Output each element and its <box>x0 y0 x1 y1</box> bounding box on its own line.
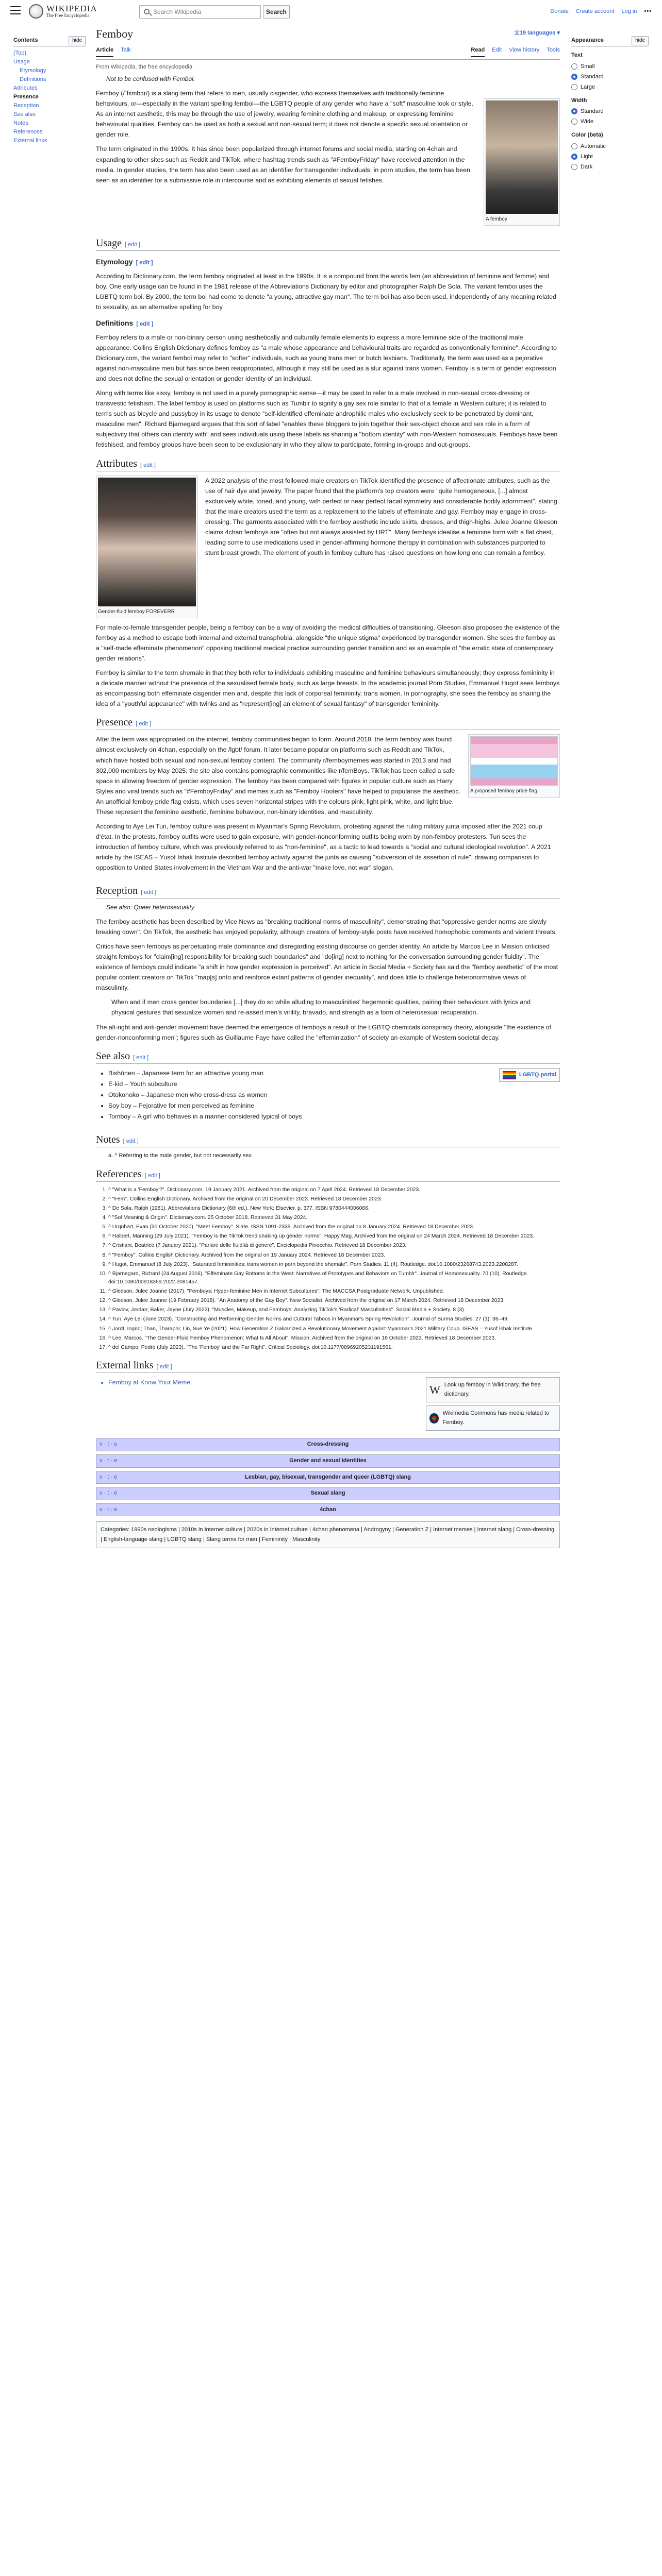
radio-label: Light <box>581 153 593 160</box>
navbox-title[interactable] <box>96 1504 559 1516</box>
navbox-vte-links[interactable]: v · t · e <box>100 1457 118 1464</box>
edit-section-link[interactable]: [ edit ] <box>140 462 156 468</box>
presence-paragraph: After the term was appropriated on the internet, femboy communities began to form. Around 2018, the term femboy was found almost exclusively on 4chan, especially on the /lgbt/ forum. It later became popular on platforms such as Reddit and TikTok, which have hosted both sexual and non-sexual femboy content. The community r/femboymemes was started in 2013 and had 302,000 members by May 2025; the site also contains pornographic communities like r/femBoys. TikTok has been called a safe space in allowing freedom of gender expression. The femboy has been compared with figures in popular culture such as Harry Styles and viral trends such as "#FemboyFriday" and memes such as "Femboy Hooters" have helped to popularise the aesthetic. An unofficial femboy pride flag exists, which uses seven horizontal stripes with the colours pink, light pink, white, and light blue. These represent the feminine aesthetic, feminine behaviour, non-binary identities, and masculinity. <box>96 736 461 816</box>
toc-item[interactable]: Attributes <box>13 85 38 92</box>
wiktionary-text: Look up femboy in Wiktionary, the free dictionary. <box>444 1381 541 1397</box>
gender-fluid-photo[interactable] <box>98 478 196 606</box>
reference-item: 7. ^ Cristiani, Beatrice (7 January 2021). "Parlare delle fluidità di genere". Enciclopedia Pinocchio. Retrieved 18 December 2023. <box>108 1242 560 1250</box>
navbox <box>96 1454 560 1468</box>
toc-item[interactable]: (Top) <box>13 50 27 56</box>
page-tabs <box>96 46 560 60</box>
wikipedia-logo-icon[interactable] <box>29 4 43 19</box>
reference-item: 14. ^ Tun, Aye Lei (June 2023). "Constructing and Performing Gender Norms and Cultural Taboos in Myanmar's Spring Revolution". Journal of Burma Studies. 27 (1): 36–49. <box>108 1315 560 1324</box>
toc-item[interactable]: See also <box>13 111 36 118</box>
toc-item[interactable]: Etymology <box>20 67 46 74</box>
heading-text: References <box>96 1168 142 1180</box>
toc-item[interactable]: Notes <box>13 120 28 127</box>
attributes-paragraph: Femboy is similar to the term shemale in that they both refer to individuals exhibiting masculine and feminine behaviours simultaneously; they express femininity in a delicate manner without the presence of the sexualised female body, such as large breasts. In the academic journal Porn Studies, Emmanuel Hugot sees femboys as encompassing both effeminate cisgender men and, despite this lack of corporeal femininity, trans women. In pornography, she sees the femboy as sharing the idea of a "youthful appearance" with twinks and as "represent[ing] an element of sexual fantasy" of transgender femininity. <box>96 669 560 708</box>
see-also-item[interactable]: • Tomboy – A girl who behaves in a manner considered typical of boys <box>108 1111 560 1122</box>
from-wikipedia: From Wikipedia, the free encyclopedia <box>96 64 193 71</box>
reference-item: 2. ^ "Fem". Collins English Dictionary. Archived from the original on 20 December 2023. Retrieved 18 December 2023. <box>108 1195 560 1204</box>
site-tagline: The Free Encyclopedia <box>46 13 90 18</box>
wiktionary-box[interactable] <box>426 1377 560 1402</box>
radio-label: Dark <box>581 163 593 170</box>
edit-section-link[interactable]: [ edit ] <box>124 241 140 248</box>
reference-item: 17. ^ del Campo, Pedro (July 2023). "The 'Femboy' and the Far Right". Critical Sociology. doi:10.1177/08969205231191561. <box>108 1344 560 1352</box>
navbox-label: Gender and sexual identities <box>289 1457 367 1464</box>
see-also-item[interactable]: • Otokonoko – Japanese men who cross-dress as women <box>108 1090 560 1100</box>
radio-icon <box>571 63 577 70</box>
commons-icon <box>429 1413 439 1423</box>
navbox-label: 4chan <box>320 1506 336 1513</box>
appearance-group-label: Text <box>571 52 583 58</box>
navbox-label: Cross-dressing <box>307 1441 349 1448</box>
navbox-vte-links[interactable]: v · t · e <box>100 1506 118 1513</box>
reception-paragraph: Critics have seen femboys as perpetuating male dominance and disregarding existing discourse on gender identity. An article by Marcos Lee in Mission criticised straight femboys for "claim[ing] responsibility for breaking such boundaries" and "do[ing] next to nothing for the conversation surrounding gender fluidity". The existence of femboys could indicate "a shift in how gender expression is perceived". An article in Social Media + Society has said the "femboy aesthetic" of the most popular content creators on TikTok "map[s] onto and reinforce extant patterns of gender inequality", and does little to challenge heteronormative views of masculinity. <box>96 942 558 992</box>
appearance-hide-button[interactable]: hide <box>632 36 649 45</box>
tab-article[interactable]: Article <box>96 46 113 58</box>
flag-stripe <box>471 771 557 778</box>
heading-text: Presence <box>96 717 133 728</box>
navbox-title[interactable] <box>96 1487 559 1500</box>
radio-icon <box>571 118 577 125</box>
reference-item: 13. ^ Pavlov, Jordan; Baker, Jayne (July 2022). "Muscles, Makeup, and Femboys: Analyzing TikTok's 'Radical' Masculinities". Social Media + Society. 8 (3). <box>108 1306 560 1314</box>
language-count: 19 languages <box>519 30 556 36</box>
reference-item: 12. ^ Gleeson, Julee Joanne (19 February 2018). "An Anatomy of the Gay Boy". New Socialist. Archived from the original on 17 March 2024. Retrieved 18 December 2023. <box>108 1297 560 1305</box>
figure-caption: A femboy <box>486 216 507 222</box>
flag-stripe <box>471 737 557 743</box>
appearance-group-label: Color (beta) <box>571 132 603 139</box>
navbox-title[interactable] <box>96 1455 559 1467</box>
tab-view-history[interactable]: View history <box>509 46 540 53</box>
reference-item: 5. ^ Urquhart, Evan (31 October 2020). "Meet Femboy". Slate. ISSN 1091-2339. Archived from the original on 8 January 2024. Retrieved 18 December 2023. <box>108 1223 560 1231</box>
reference-item: 11. ^ Gleeson, Julee Joanne (2017). "Femboys: Hyper-feminine Men in Internet Subcultures". The MACCSA Postgraduate Network. Unpublished. <box>108 1287 560 1296</box>
appearance-radio[interactable] <box>571 82 649 92</box>
presence-paragraph: According to Aye Lei Tun, femboy culture was present in Myanmar's Spring Revolution, protesting against the ruling military junta imposed after the 2021 coup d'état. In the protests, femboy outfits were used to gain exposure, with gender-nonconforming outfits being worn by non-femboy protesters. Tun sees the introduction of femboy culture, which was previously referred to as "non-feminine", as a tactic to lead towards a "social and cultural ideological revolution". A 2021 article by the ISEAS – Yusof Ishak Institute described femboy activity against the junta as causing "subversion of its assertion of rule", drawing comparison to opposition to United States involvement in the Vietnam War and the anti-war "make love, not war" slogan. <box>96 823 551 872</box>
search-placeholder: Search Wikipedia <box>153 8 202 15</box>
toc-item[interactable]: Reception <box>13 103 39 109</box>
commons-text: Wikimedia Commons has media related to Femboy. <box>442 1410 550 1426</box>
create-account-link[interactable]: Create account <box>575 8 615 14</box>
section-external-links-heading <box>96 1358 560 1373</box>
toc-item[interactable]: External links <box>13 138 47 144</box>
tab-tools[interactable]: Tools <box>547 46 560 53</box>
toc-item[interactable]: Definitions <box>20 76 46 83</box>
toc-hide-button[interactable]: hide <box>69 36 86 45</box>
appearance-radio[interactable] <box>571 61 649 72</box>
intro-paragraph: Femboy (/ˈfɛmbɔɪ/) is a slang term that refers to men, usually cisgender, who express themselves with traditionally feminine behaviours, or—especially in the variant spelling femboi—the LGBTQ people of any gender who have a "soft" masculine look or style. As an internet aesthetic, this may be through the use of jewelry, wearing feminine clothing and makeup, or expressing feminine behavioural qualities. Femboy can be used as both a sexual and non-sexual term; it does not denote a specific sexual orientation or gender role. <box>96 89 473 139</box>
heading-text: Notes <box>96 1134 120 1146</box>
portal-link[interactable]: LGBTQ portal <box>519 1071 556 1078</box>
navbox <box>96 1438 560 1451</box>
article-content <box>96 27 560 1548</box>
appearance-panel <box>571 36 649 172</box>
navbox-label: Sexual slang <box>310 1490 345 1497</box>
reference-item: 15. ^ Jordt, Ingrid; Than, Tharaphi; Lin, Sue Ye (2021). How Generation Z Galvanized a Revolutionary Movement Against Myanmar's 2021 Military Coup. ISEAS – Yusof Ishak Institute. <box>108 1325 560 1333</box>
section-attributes-heading <box>96 456 560 471</box>
reference-item: 10. ^ Bjarnegard, Richard (24 August 2016). "Effeminate Gay Bottoms in the West: Narratives of Prototypes and Behaviors on Tumblr". Journal of Homosexuality. 70 (10). Routledge. doi:10.1080/00918369.2022.2081457. <box>108 1270 560 1286</box>
edit-section-link[interactable]: [ edit ] <box>133 1054 149 1061</box>
category-links[interactable]: Categories: 1990s neologisms | 2010s in Internet culture | 2020s in Internet culture | 4chan phenomena | Androgyny | Generation Z | Internet memes | Internet slang | Cross-dressing | English-language slang | LGBTQ slang | Slang terms for men | Femininity | Masculinity <box>96 1521 560 1548</box>
edit-section-link[interactable]: [ edit ] <box>156 1363 172 1370</box>
appearance-group-label: Width <box>571 97 587 104</box>
log-in-link[interactable]: Log in <box>621 8 637 14</box>
see-also-item[interactable]: • Soy boy – Pejorative for men perceived as feminine <box>108 1100 560 1111</box>
section-see-also-heading <box>96 1049 560 1064</box>
radio-icon <box>571 108 577 114</box>
appearance-radio[interactable] <box>571 151 649 162</box>
see-also-hatnote: See also: Queer heterosexuality <box>106 903 194 911</box>
heading-text: Attributes <box>96 457 137 469</box>
flag-stripe <box>471 765 557 771</box>
figure-gender-fluid[interactable] <box>96 476 198 618</box>
figure-caption: A proposed femboy pride flag <box>470 788 538 794</box>
radio-label: Automatic <box>581 143 606 149</box>
etymology-paragraph: According to Dictionary.com, the term femboy originated at least in the 1990s. It is a compound from the words fem (an abbreviation of feminine and femme) and boy. One early usage can be found in the 1981 release of the Abbreviations Dictionary by editor and photographer Ralph De Sola. The variant femboi uses the LGBTQ term boi. By 2000, the term boi had come to denote "a young, attractive gay man". The term boi has also been used, independently of any meaning related to sexuality, as an alternative spelling for boy. <box>96 272 556 311</box>
navbox <box>96 1503 560 1517</box>
sister-project-boxes <box>426 1377 560 1431</box>
heading-text: Reception <box>96 885 138 896</box>
see-also-item[interactable]: • Bishōnen – Japanese term for an attractive young man <box>108 1068 560 1079</box>
section-notes-heading <box>96 1132 560 1147</box>
donate-link[interactable]: Donate <box>550 8 569 14</box>
edit-section-link[interactable]: [ edit ] <box>136 320 154 327</box>
personal-tools <box>550 7 652 16</box>
toc-item[interactable]: References <box>13 129 43 135</box>
edit-section-link[interactable]: [ edit ] <box>141 889 157 895</box>
reference-item: 16. ^ Lee, Marcos. "The Gender-Fluid Femboy Phenomenon: What Is All About". Mission. Archived from the original on 16 October 2023. Retrieved 18 December 2023. <box>108 1334 560 1343</box>
hatnote: Not to be confused with Femboi. <box>106 75 195 82</box>
site-header <box>0 0 662 23</box>
reference-item: 4. ^ "Sol Meaning & Origin". Dictionary.com. 25 October 2018. Retrieved 31 May 2024. <box>108 1214 560 1222</box>
appearance-radio[interactable] <box>571 162 649 172</box>
search-input[interactable] <box>139 5 261 19</box>
heading-text: Usage <box>96 237 122 249</box>
language-button[interactable]: 文19 languages ▾ <box>514 30 560 36</box>
attributes-paragraph: A 2022 analysis of the most followed male creators on TikTok identified the presence of affectionate attributes, such as the use of hair dye and jewelry. The paper found that the platform's top creators were "quite homogeneous, [...] almost exclusively white, toned, and young, with perfect or near perfect facial symmetry and considerable bodily adornment", stating that the male creators used the term as a replacement to the labels of effeminate and gay. Femboy may engage in cross-dressing. The garments associated with the femboy aesthetic include skirts, dresses, and thigh-highs. Julee Joanne Gleeson claims 4chan femboys are "often but not always assisted by HRT". Many femboys idealise a feminine form with a flat chest, leading some to use medications used in gender-affirming hormone therapy in combination with substances purported to stunt breast growth. The element of youth in femboy culture has raised questions on how long one can remain a femboy. <box>205 477 558 557</box>
radio-label: Small <box>581 63 595 70</box>
heading-text: Etymology <box>96 257 133 266</box>
appearance-radio[interactable] <box>571 116 649 127</box>
heading-text: See also <box>96 1050 130 1062</box>
heading-text: Definitions <box>96 318 134 327</box>
navbox-title[interactable] <box>96 1438 559 1451</box>
edit-section-link[interactable]: [ edit ] <box>123 1138 139 1145</box>
flag-stripe <box>471 744 557 751</box>
radio-icon <box>571 143 577 149</box>
search-icon <box>144 9 150 14</box>
section-presence-heading <box>96 715 560 730</box>
appearance-title: Appearance <box>571 37 604 44</box>
tab-talk[interactable]: Talk <box>121 46 131 53</box>
figure-caption: Gender-fluid femboy FOREVERR <box>98 608 175 615</box>
heading-text: External links <box>96 1359 154 1371</box>
radio-label: Wide <box>581 118 594 125</box>
radio-icon <box>571 154 577 160</box>
main-menu-icon[interactable] <box>10 6 21 14</box>
section-reception-heading <box>96 884 560 899</box>
blockquote: When and if men cross gender boundaries [...] they do so while alluding to masculinities' hegemonic qualities, pairing their behaviours with lyrics and physical gestures that sexualize women and re-assert men's virility, bravado, and strength as a form of heterosexual recuperation. <box>111 998 531 1016</box>
see-also-item[interactable]: • E-kid – Youth subculture <box>108 1079 560 1090</box>
appearance-radio[interactable] <box>571 141 649 151</box>
appearance-group <box>571 51 649 92</box>
edit-section-link[interactable]: [ edit ] <box>136 721 152 727</box>
tab-edit[interactable]: Edit <box>492 46 502 53</box>
femboy-photo[interactable] <box>486 100 558 214</box>
appearance-group <box>571 96 649 127</box>
radio-icon <box>571 84 577 90</box>
flag-stripe <box>471 758 557 765</box>
definitions-paragraph: Along with terms like sissy, femboy is not used in a purely pornographic sense—it may be used to refer to a male involved in non-sexual cross-dressing or transvestic fetishism. The label femboy is used on platforms such as Tumblr to signify a gay sex role similar to that of a female in Western culture; it is related to terms such as bicycle and pussyboy in its usage to denote "self-identified effeminate androphilic males who exclusively seek to be penetrated by dominant, masculine men". Richard Bjarnegard argues that this sort of label "enables these bloggers to join together their sex-object choice and sex role in a form of subjectivity that others can identify with" and sees individuals using these labels as sharing a "bottom identity" with non-Western homosexuals. Femboys have been fetishised, and femboy groups have been seen to be exclusionary in who they allow to participate, forming in-groups and out-groups. <box>96 389 558 449</box>
attributes-paragraph: For male-to-female transgender people, being a femboy can be a way of avoiding the medical difficulties of transitioning. Gleeson also proposes the existence of the femboy as a method to escape both internal and external transphobia, alongside "the unique stigma" experienced by transgender women. She sees the femboy as a "self-made effeminate phenomenon" opposing traditional medical practice surrounding gender transition and as an example of "the erratic state of contemporary gender relations". <box>96 623 560 662</box>
edit-section-link[interactable]: [ edit ] <box>144 1172 160 1179</box>
navbox-title[interactable] <box>96 1471 559 1484</box>
appearance-group <box>571 131 649 172</box>
note-item: a. ^ Referring to the male gender, but not necessarily sex <box>108 1153 252 1159</box>
commons-box[interactable] <box>426 1405 560 1431</box>
flag-stripe <box>471 751 557 757</box>
appearance-radio[interactable] <box>571 106 649 116</box>
toc-item[interactable]: Presence <box>13 94 39 100</box>
intro-paragraph: The term originated in the 1990s. It has since been popularized through internet forums and social media, starting on 4chan and expanding to other sites such as Reddit and TikTok, where hashtag trends such as "#FemboyFriday" have received attention in the media. In gender studies, the term has also been used as an identifier for transgender individuals; in porn studies, the term has been seen as an identifier for a submissive role in intercourse and as exhibiting elements of sexual fetishes. <box>96 145 470 184</box>
reference-item: 1. ^ "What is a 'Femboy'?". Dictionary.com. 19 January 2021. Archived from the original on 7 April 2024. Retrieved 18 December 2023. <box>108 1186 560 1194</box>
navbox-vte-links[interactable]: v · t · e <box>100 1473 118 1480</box>
reference-item: 3. ^ De Sola, Ralph (1981). Abbreviations Dictionary (6th ed.). New York: Elsevier. p. 377. ISBN 9780444006066. <box>108 1205 560 1213</box>
appearance-radio[interactable] <box>571 72 649 82</box>
figure-femboy[interactable] <box>484 98 560 226</box>
tab-read[interactable]: Read <box>471 46 485 58</box>
section-references-heading <box>96 1167 560 1182</box>
pride-flag[interactable] <box>470 736 558 786</box>
toc-title: Contents <box>13 37 38 44</box>
radio-icon <box>571 74 577 80</box>
external-link[interactable]: • Femboy at Know Your Meme <box>108 1377 560 1388</box>
reference-item: 6. ^ Halbert, Manning (29 July 2021). "Femboy is the TikTok trend shaking up gender norms". Happy Mag. Archived from the original on 24 March 2024. Retrieved 18 December 2023. <box>108 1232 560 1241</box>
navbox-label: Lesbian, gay, bisexual, transgender and queer (LGBTQ) slang <box>245 1473 411 1480</box>
navbox-vte-links[interactable]: v · t · e <box>100 1490 118 1497</box>
radio-label: Standard <box>581 73 604 80</box>
radio-icon <box>571 164 577 170</box>
definitions-paragraph: Femboy refers to a male or non-binary person using aesthetically and culturally female elements to express a more feminine side of the traditional male appearance. Collins English Dictionary defines femboy as "a male whose appearance and behavioural traits are regarded as conventionally feminine". According to Dictionary.com, the variant femboi may refer to "softer" individuals, such as young trans men or butch lesbians. Traditionally, the term was used as a pejorative against non-masculine men but has since been reappropriated, although it may still be used as a slur against trans women. Femboy is a term of gender expression and does not define the sexual orientation or gender identity of an individual. <box>96 333 557 382</box>
reference-item: 9. ^ Hugot, Emmanuel (8 July 2023). "Saturated femininities: trans women in porn beyond the shemale". Porn Studies. 11 (4). Routledge. doi:10.1080/23268743.2023.2208287. <box>108 1261 560 1269</box>
radio-label: Standard <box>581 108 604 115</box>
section-etymology-heading <box>96 256 560 268</box>
radio-label: Large <box>581 83 595 90</box>
navbox-vte-links[interactable]: v · t · e <box>100 1441 118 1448</box>
wordmark[interactable]: WIKIPEDIA <box>46 4 97 13</box>
page-title: Femboy <box>96 27 134 40</box>
navbox <box>96 1471 560 1484</box>
navbox <box>96 1487 560 1500</box>
table-of-contents <box>13 36 86 146</box>
toc-item[interactable]: Usage <box>13 59 30 65</box>
reference-item: 8. ^ "Femboy". Collins English Dictionary. Archived from the original on 19 January 2024. Retrieved 18 December 2023. <box>108 1251 560 1260</box>
figure-pride-flag[interactable] <box>468 734 560 798</box>
rainbow-flag-icon <box>503 1071 516 1079</box>
lgbtq-portal-box[interactable] <box>499 1068 560 1082</box>
wiktionary-icon: W <box>429 1383 440 1396</box>
reception-paragraph: The femboy aesthetic has been described by Vice News as "breaking traditional norms of masculinity", demonstrating that "oppressive gender norms are slowly breaking down". On TikTok, the aesthetic has enjoyed popularity, although creators of femboy-style posts have received homophobic comments and violent threats. <box>96 918 557 936</box>
flag-stripe <box>471 778 557 785</box>
section-definitions-heading <box>96 317 560 329</box>
more-options-icon[interactable]: ••• <box>644 8 652 14</box>
reception-paragraph: The alt-right and anti-gender movement have deemed the emergence of femboys a result of the LGBTQ chemicals conspiracy theory, alongside "the existence of gender-nonconforming men"; figures such as Guillaume Faye have called the "effeminization" of society an example of Western societal decay. <box>96 1023 551 1041</box>
edit-section-link[interactable]: [ edit ] <box>136 259 153 266</box>
section-usage-heading <box>96 236 560 251</box>
search-button[interactable]: Search <box>263 5 290 19</box>
